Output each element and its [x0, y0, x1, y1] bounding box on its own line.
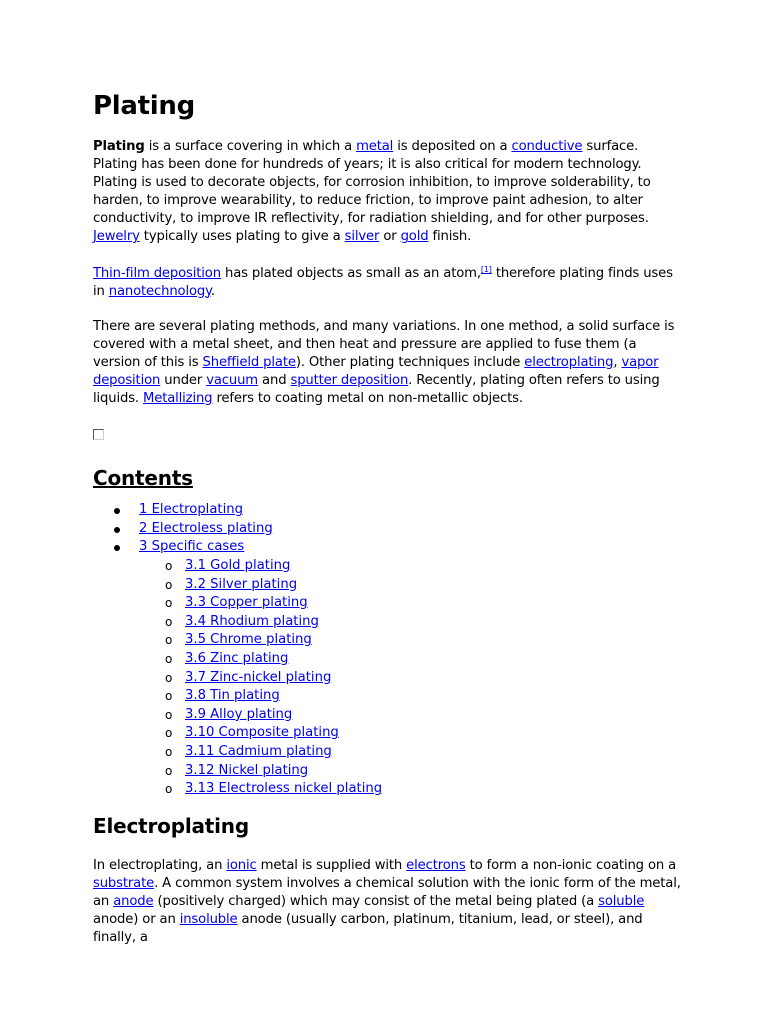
intro-paragraph: Plating is a surface covering in which a metal is deposited on a conductive surface. Plating has been done for hundreds of years; it is also critical for modern technology. Plating is used to decorate objects, for corrosion inhibition, to improve solderability, to harden, to improve wearability, to reduce friction, to improve paint adhesion, to alter conductivity, to improve IR reflectivity, for radiation shielding, and for other purposes. Jewelry typically uses plating to give a silver or gold finish. — [93, 139, 651, 245]
bold-term: Plating — [93, 139, 145, 154]
toc-link-electroless-plating[interactable]: 2 Electroless plating — [139, 520, 273, 536]
circle-bullet-icon: o — [165, 633, 173, 648]
link-anode[interactable]: anode — [113, 893, 154, 909]
methods-paragraph: There are several plating methods, and many variations. In one method, a solid surface is covered with a metal sheet, and then heat and pressure are applied to fuse them (a version of this is Sheffield plate). Other plating techniques include electroplating, vapor deposition under vacuum and sputter deposition. Recently, plating often refers to using liquids. Metallizing refers to coating metal on non-metallic objects. — [93, 318, 675, 407]
toc-subitem — [139, 780, 683, 799]
circle-bullet-icon: o — [165, 614, 173, 629]
toc-link-zinc-plating[interactable]: 3.6 Zinc plating — [185, 650, 289, 666]
link-soluble[interactable]: soluble — [598, 893, 645, 909]
table-of-contents — [93, 501, 683, 799]
link-nanotechnology[interactable]: nanotechnology — [108, 283, 211, 299]
circle-bullet-icon: o — [165, 744, 173, 759]
thin-film-paragraph: Thin-film deposition has plated objects as small as an atom,[1] therefore plating finds uses in nanotechnology. — [93, 264, 673, 299]
bullet-icon — [114, 527, 120, 533]
link-silver[interactable]: silver — [344, 229, 380, 245]
circle-bullet-icon: o — [165, 707, 173, 722]
toc-subitem — [139, 594, 683, 613]
electroplating-paragraph: In electroplating, an ionic metal is supplied with electrons to form a non-ionic coating on a substrate. A common system involves a chemical solution with the ionic form of the metal, an anode (positively charged) which may consist of the metal being plated (a soluble anode) or an insoluble anode (usually carbon, platinum, titanium, lead, or steel), and finally, a — [93, 857, 681, 946]
link-vapor-deposition[interactable]: vapor deposition — [93, 354, 659, 389]
link-vacuum[interactable]: vacuum — [206, 373, 259, 389]
link-ionic[interactable]: ionic — [226, 857, 257, 873]
toc-subitem — [139, 687, 683, 706]
toc-subitem — [139, 706, 683, 725]
bullet-icon — [114, 508, 120, 514]
article-body — [93, 88, 683, 947]
link-sputter-deposition[interactable]: sputter deposition — [290, 373, 409, 389]
circle-bullet-icon: o — [165, 782, 173, 797]
toc-link-cadmium-plating[interactable]: 3.11 Cadmium plating — [185, 743, 332, 759]
toc-link-alloy-plating[interactable]: 3.9 Alloy plating — [185, 706, 293, 722]
toc-link-rhodium-plating[interactable]: 3.4 Rhodium plating — [185, 613, 319, 629]
toc-link-gold-plating[interactable]: 3.1 Gold plating — [185, 558, 291, 573]
circle-bullet-icon: o — [165, 596, 173, 611]
toc-subitem — [139, 724, 683, 743]
link-thin-film-deposition[interactable]: Thin-film deposition — [93, 265, 221, 281]
circle-bullet-icon: o — [165, 689, 173, 704]
toc-item — [93, 538, 683, 798]
toc-subitem — [139, 669, 683, 688]
circle-bullet-icon: o — [165, 559, 173, 573]
toc-link-composite-plating[interactable]: 3.10 Composite plating — [185, 725, 339, 741]
link-insoluble[interactable]: insoluble — [179, 912, 238, 927]
toc-subitem — [139, 576, 683, 595]
toc-item — [93, 501, 683, 520]
circle-bullet-icon: o — [165, 670, 173, 685]
link-metallizing[interactable]: Metallizing — [143, 391, 213, 407]
circle-bullet-icon: o — [165, 726, 173, 741]
toc-link-tin-plating[interactable]: 3.8 Tin plating — [185, 688, 280, 704]
link-sheffield-plate[interactable]: Sheffield plate — [202, 354, 296, 370]
toc-link-copper-plating[interactable]: 3.3 Copper plating — [185, 595, 308, 611]
toc-link-specific-cases[interactable]: 3 Specific cases — [139, 539, 245, 555]
toc-subitem — [139, 743, 683, 762]
toc-link-nickel-plating[interactable]: 3.12 Nickel plating — [185, 762, 309, 778]
toc-sublist — [139, 557, 683, 799]
toc-subitem — [139, 557, 683, 576]
link-metal[interactable]: metal — [356, 139, 394, 154]
toc-subitem — [139, 762, 683, 781]
contents-heading: Contents — [93, 466, 193, 491]
toc-link-chrome-plating[interactable]: 3.5 Chrome plating — [185, 632, 312, 648]
toc-link-silver-plating[interactable]: 3.2 Silver plating — [185, 576, 298, 592]
hide-toggle-checkbox[interactable] — [93, 429, 104, 440]
toc-subitem — [139, 631, 683, 650]
toc-item — [93, 520, 683, 539]
circle-bullet-icon: o — [165, 651, 173, 666]
toc-link-zinc-nickel-plating[interactable]: 3.7 Zinc-nickel plating — [185, 669, 332, 685]
link-electroplating[interactable]: electroplating — [524, 354, 614, 370]
link-electrons[interactable]: electrons — [406, 857, 466, 873]
toc-link-electroless-nickel-plating[interactable]: 3.13 Electroless nickel plating — [185, 781, 383, 797]
link-substrate[interactable]: substrate — [93, 875, 155, 891]
section-heading-electroplating: Electroplating — [93, 813, 249, 838]
toc-subitem — [139, 650, 683, 669]
bullet-icon — [114, 545, 120, 551]
citation-link[interactable]: [1] — [480, 264, 492, 274]
toc-subitem — [139, 613, 683, 632]
circle-bullet-icon: o — [165, 577, 173, 592]
link-jewelry[interactable]: Jewelry — [93, 229, 140, 245]
circle-bullet-icon: o — [165, 763, 173, 778]
link-conductive[interactable]: conductive — [511, 139, 583, 154]
page-title: Plating — [93, 91, 195, 121]
link-gold[interactable]: gold — [400, 229, 429, 245]
toc-link-electroplating[interactable]: 1 Electroplating — [139, 502, 243, 518]
